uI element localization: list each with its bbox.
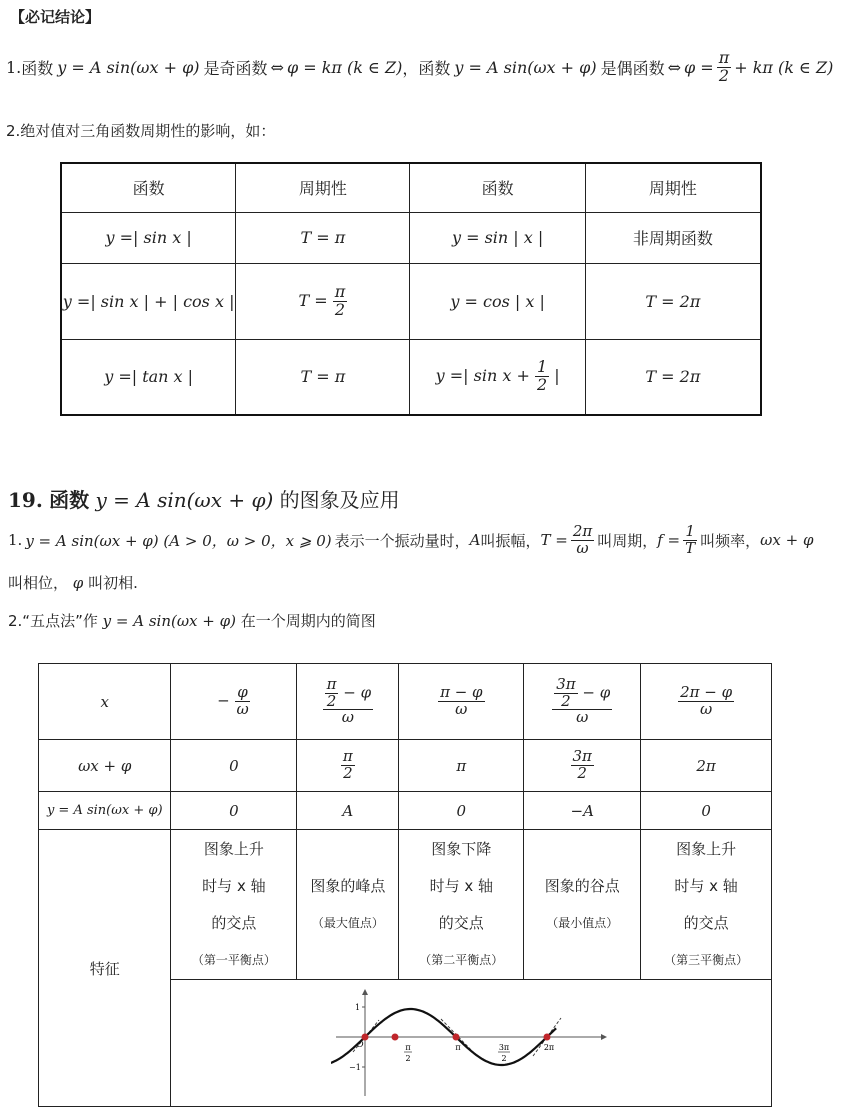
section-text1: 函数	[49, 488, 90, 512]
frac-num: π − φ	[440, 683, 483, 702]
x3-fraction	[438, 685, 484, 718]
frac-num: π	[334, 281, 346, 301]
frequency-symbol: f =	[657, 531, 681, 550]
graph-cell	[171, 980, 772, 1107]
frac-num: 3π	[556, 674, 576, 693]
row-label-phase: ωx + φ	[39, 740, 171, 792]
frac-den: ω	[699, 700, 713, 718]
frac-num: 2π	[572, 522, 593, 540]
y-cell-5: 0	[641, 792, 772, 830]
x2-inner-fraction	[325, 674, 339, 710]
section-19-heading	[8, 484, 400, 513]
frequency-fraction	[683, 524, 697, 557]
s19p1-text4: 叫频率，	[700, 531, 761, 550]
s19-paragraph-2	[8, 610, 376, 631]
feature-note: （第一平衡点）	[191, 952, 276, 967]
heading-conclusion: 【必记结论】	[10, 8, 101, 26]
feature-line: 时与 x 轴	[674, 876, 738, 895]
feature-cell-5	[641, 830, 772, 980]
origin-label: O	[357, 1040, 364, 1049]
y-cell-2: A	[297, 792, 399, 830]
feature-line: 的交点	[211, 913, 257, 932]
paragraph-abs-period: 2.绝对值对三角函数周期性的影响，如：	[6, 122, 276, 140]
frac-den: ω	[341, 708, 354, 727]
period-fraction	[333, 281, 348, 319]
s19p2-text1: 2.“五点法”作	[8, 612, 98, 630]
phase-label: 叫相位，	[8, 574, 69, 592]
header-func-2: 函数	[410, 163, 585, 212]
phi-symbol: φ	[72, 574, 84, 592]
frac-num-compound	[323, 674, 373, 711]
row-label-x: x	[39, 664, 171, 740]
header-period-1: 周期性	[236, 163, 410, 212]
p1-num: 1.	[6, 57, 22, 77]
cell-func: y =| tan x |	[61, 339, 236, 415]
s19p1-num: 1.	[8, 531, 23, 550]
feature-line: 图象上升	[203, 839, 264, 858]
x2-minus: − φ	[343, 683, 372, 702]
frac-num: 1	[685, 522, 695, 540]
table-row	[61, 263, 761, 339]
x2-fraction	[323, 674, 373, 727]
x-tick-3pi-over-2-den: 2	[501, 1054, 507, 1063]
frac-den: 2	[536, 375, 548, 395]
s19p1-formula: y = A sin(ωx + φ) (A > 0，ω > 0，x ⩾ 0)	[25, 531, 332, 550]
p1-text3: 函数	[418, 58, 451, 78]
row-label-feature: 特征	[39, 830, 171, 1107]
frac-num: π	[342, 747, 353, 766]
s19-paragraph-1-line2	[8, 572, 138, 593]
paragraph-parity	[6, 50, 833, 85]
p1-text1: 函数	[21, 58, 54, 78]
x1-sign: −	[217, 691, 230, 710]
feature-note: （第二平衡点）	[419, 952, 504, 967]
section-formula: y = A sin(ωx + φ)	[95, 488, 274, 512]
p1-text4: 是偶函数	[600, 58, 665, 78]
x-tick-3pi-over-2-num: 3π	[499, 1043, 510, 1052]
x4-minus: − φ	[582, 683, 611, 702]
p1-fraction	[717, 50, 732, 85]
frac-den: 2	[577, 764, 587, 782]
section-number: 19.	[8, 488, 43, 512]
s19p1-text3: 叫周期，	[597, 531, 658, 550]
p1-comma: ，	[402, 58, 419, 78]
y-label-top: 1	[355, 1003, 361, 1012]
x-tick-pi-over-2-den: 2	[405, 1054, 411, 1063]
x-cell-3	[399, 664, 524, 740]
feature-note: （最小值点）	[546, 915, 619, 930]
feature-line: 时与 x 轴	[429, 876, 494, 895]
s19p1-text2: 叫振幅，	[480, 531, 541, 550]
phase-cell-2	[297, 740, 399, 792]
p1-formula2: φ = kπ (k ∈ Z)	[286, 57, 403, 77]
row-feature	[39, 830, 772, 980]
feature-line: 的交点	[683, 913, 729, 932]
period-fraction	[571, 524, 594, 557]
cell-func	[410, 339, 585, 415]
y-cell-4: −A	[524, 792, 641, 830]
key-point-4	[544, 1034, 551, 1041]
header-period-2: 周期性	[585, 163, 761, 212]
x-tick-pi: π	[455, 1043, 461, 1052]
frac-den: 2	[343, 764, 353, 782]
feature-line: 的交点	[438, 913, 484, 932]
cell-period: T = π	[236, 212, 410, 263]
frac-den: ω	[236, 700, 249, 718]
phase2-fraction	[341, 749, 355, 782]
s19p1-text1: 表示一个振动量时，	[334, 531, 470, 550]
feature-cell-3	[399, 830, 524, 980]
cell-func: y = cos | x |	[410, 263, 585, 339]
frac-den: 2	[326, 691, 337, 710]
y-label-bottom: −1	[349, 1063, 362, 1072]
frac-num: 1	[536, 357, 548, 377]
frac-den: ω	[576, 538, 589, 557]
cell-func: y =| sin x |	[61, 212, 236, 263]
sine-graph	[331, 984, 611, 1102]
feature-line: 图象的峰点	[310, 876, 386, 895]
y-cell-3: 0	[399, 792, 524, 830]
cell-period	[236, 263, 410, 339]
phase4-fraction	[571, 749, 594, 782]
row-label-y: y = A sin(ωx + φ)	[39, 792, 171, 830]
x-cell-5	[641, 664, 772, 740]
period-pre: T =	[298, 290, 328, 310]
cell-period: T = 2π	[585, 339, 761, 415]
frac-num: π	[326, 674, 337, 693]
s19-paragraph-1	[8, 524, 813, 557]
iff-symbol: ⇔	[270, 57, 284, 77]
func-fraction	[535, 359, 549, 394]
table-header-row	[61, 163, 761, 212]
cell-period: T = π	[236, 339, 410, 415]
x-cell-2	[297, 664, 399, 740]
y-cell-1: 0	[171, 792, 297, 830]
s19p2-text2: 在一个周期内的简图	[240, 612, 376, 630]
frac-num-compound	[552, 674, 612, 711]
p1-phi-eq: φ =	[684, 57, 714, 77]
feature-line: 图象下降	[431, 839, 492, 858]
feature-line: 时与 x 轴	[202, 876, 266, 895]
s19p2-formula: y = A sin(ωx + φ)	[102, 612, 236, 630]
x-cell-4	[524, 664, 641, 740]
key-point-3	[453, 1034, 460, 1041]
p1-formula3: y = A sin(ωx + φ)	[454, 57, 597, 77]
amplitude-symbol: A	[469, 531, 481, 550]
feature-line: 图象的谷点	[544, 876, 620, 895]
p1-tail: + kπ (k ∈ Z)	[734, 57, 834, 77]
frac-num: φ	[237, 683, 248, 702]
x4-fraction	[552, 674, 612, 727]
cell-func: y =| sin x | + | cos x |	[61, 263, 236, 339]
row-y	[39, 792, 772, 830]
p1-frac-num: π	[718, 48, 730, 67]
frac-den: 2	[561, 691, 571, 710]
frac-num: 2π − φ	[680, 683, 733, 702]
feature-note: （第三平衡点）	[664, 952, 749, 967]
frac-den: 2	[334, 299, 346, 319]
cell-period: 非周期函数	[585, 212, 761, 263]
iff-symbol-2: ⇔	[667, 57, 682, 77]
frac-num: 3π	[572, 747, 592, 766]
frac-den: ω	[576, 708, 589, 727]
phase-cell-4	[524, 740, 641, 792]
func-post: |	[554, 366, 560, 386]
x1-fraction	[234, 685, 250, 718]
phase-expr: ωx + φ	[760, 531, 814, 550]
feature-line: 图象上升	[676, 839, 737, 858]
x-cell-1	[171, 664, 297, 740]
section-text2: 的图象及应用	[279, 488, 400, 512]
p1-text2: 是奇函数	[203, 58, 268, 78]
period-table	[60, 162, 762, 416]
key-point-2	[392, 1034, 399, 1041]
feature-note: （最大值点）	[311, 915, 384, 930]
row-phase	[39, 740, 772, 792]
initial-phase-label: 叫初相.	[88, 574, 138, 592]
feature-cell-2	[297, 830, 399, 980]
phase-cell-3: π	[399, 740, 524, 792]
feature-cell-4	[524, 830, 641, 980]
frac-den: ω	[455, 700, 468, 718]
x5-fraction	[678, 685, 734, 718]
five-point-table	[38, 663, 772, 1107]
x-tick-pi-over-2-num: π	[405, 1043, 411, 1052]
row-x	[39, 664, 772, 740]
x4-inner-fraction	[554, 674, 577, 710]
feature-cell-1	[171, 830, 297, 980]
p1-frac-den: 2	[718, 65, 730, 85]
func-pre: y =| sin x +	[435, 366, 530, 386]
phase-cell-5: 2π	[641, 740, 772, 792]
cell-period: T = 2π	[585, 263, 761, 339]
table-row	[61, 212, 761, 263]
key-point-1	[362, 1034, 369, 1041]
phase-cell-1: 0	[171, 740, 297, 792]
table-row	[61, 339, 761, 415]
x-tick-2pi: 2π	[544, 1043, 555, 1052]
period-symbol: T =	[540, 531, 568, 550]
header-func-1: 函数	[61, 163, 236, 212]
p1-formula1: y = A sin(ωx + φ)	[57, 57, 200, 77]
cell-func: y = sin | x |	[410, 212, 585, 263]
frac-den: T	[685, 538, 696, 557]
